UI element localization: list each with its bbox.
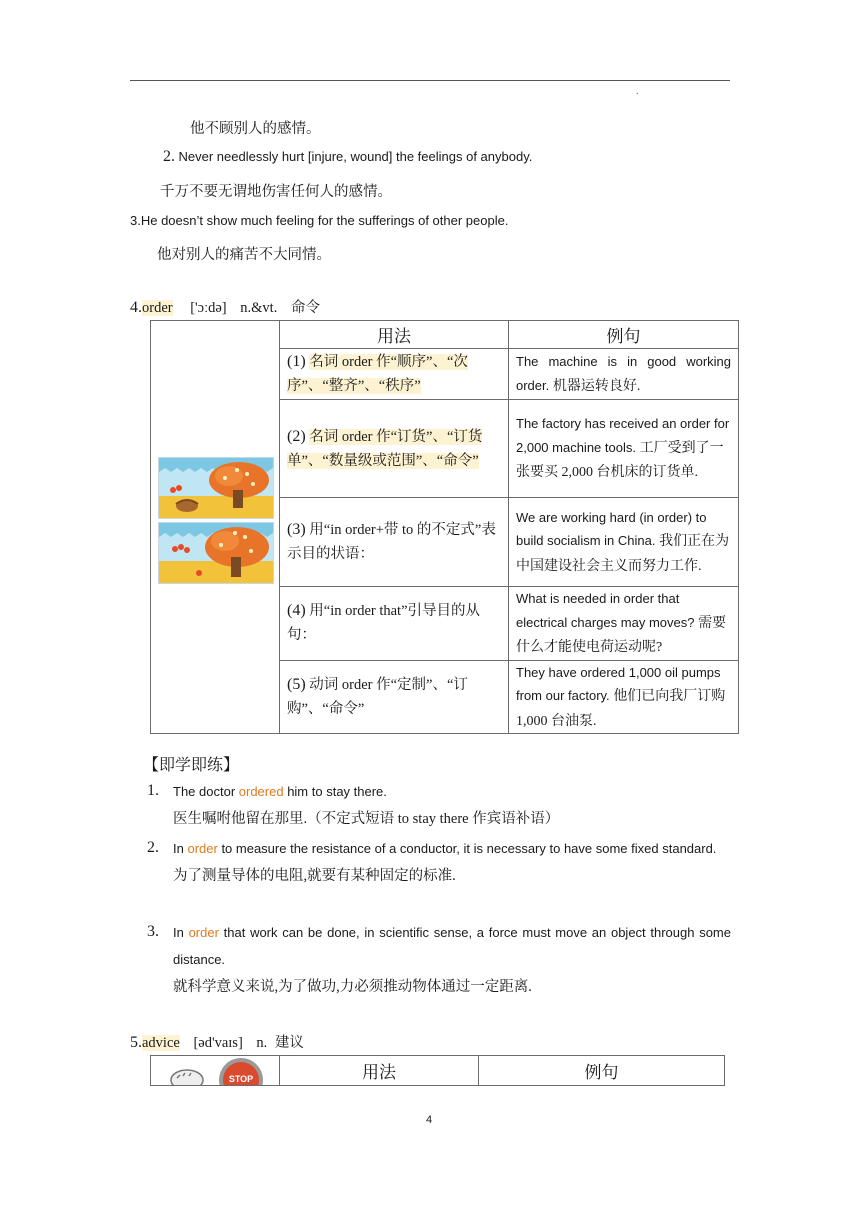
- advice-word: advice: [142, 1035, 180, 1051]
- practice-keyword-3: order: [188, 925, 219, 940]
- example-zh-3: 他对别人的痛苦不大同情。: [157, 247, 331, 263]
- advice-phonetic: [əd'vaɪs]: [193, 1035, 243, 1051]
- advice-head-example: 例句: [479, 1056, 725, 1086]
- order-number: 4.: [130, 299, 142, 316]
- advice-usage-table: [150, 1055, 725, 1086]
- tree-illustration-2: [158, 522, 274, 584]
- page-number: 4: [426, 1114, 433, 1126]
- example-2-number: 2.: [163, 148, 175, 165]
- example-2-en: Never needlessly hurt [injure, wound] the feelings of anybody.: [178, 149, 533, 164]
- practice-title: 【即学即练】: [143, 757, 240, 774]
- order-example-2: The factory has received an order for 2,000 machine tools. 工厂受到了一张要买 2,000 台机床的订货单.: [509, 400, 739, 498]
- order-example-3: We are working hard (in order) to build socialism in China. 我们正在为中国建设社会主义而努力工作.: [509, 498, 739, 587]
- advice-meaning: 建议: [274, 1035, 304, 1051]
- order-example-4: What is needed in order that electrical charges may moves? 需要什么才能使电荷运动呢?: [509, 587, 739, 661]
- order-usage-5: (5) 动词 order 作“定制”、“订购”、“命令”: [280, 660, 509, 734]
- order-usage-4: (4) 用“in order that”引导目的从句：: [280, 587, 509, 661]
- header-rule: [130, 80, 730, 81]
- order-heading: [130, 296, 320, 317]
- advice-number: 5.: [130, 1034, 142, 1051]
- order-head-usage: 用法: [280, 321, 509, 349]
- practice-number-1: 1.: [147, 782, 159, 799]
- tree-illustration-1: [158, 457, 274, 519]
- practice-translation-2: 为了测量导体的电阻,就要有某种固定的标准.: [173, 868, 456, 884]
- stop-sign-text: STOP: [228, 1074, 254, 1084]
- example-zh-2: 千万不要无谓地伤害任何人的感情。: [160, 184, 392, 200]
- practice-item-1: [147, 782, 732, 832]
- example-3-en: 3.He doesn’t show much feeling for the sufferings of other people.: [130, 213, 509, 228]
- practice-item-2: [147, 839, 732, 917]
- practice-translation-1: 医生嘱咐他留在那里.（不定式短语 to stay there 作宾语补语）: [173, 811, 560, 827]
- order-usage-1: (1) 名词 order 作“顺序”、“次序”、“整齐”、“秩序”: [280, 349, 509, 400]
- order-usage-3: (3) 用“in order+带 to 的不定式”表示目的状语：: [280, 498, 509, 587]
- practice-text-3: In order that work can be done, in scientific sense, a force must move an object through some distance. 就科学意义来说,为了做功,力必须推动物体通过一定距离.: [173, 925, 731, 995]
- advice-pos: n.: [256, 1035, 268, 1051]
- practice-text-1: The doctor ordered him to stay there. 医生嘱咐他留在那里.（不定式短语 to stay there 作宾语补语）: [173, 784, 560, 827]
- order-example-5: They have ordered 1,000 oil pumps from our factory. 他们已向我厂订购 1,000 台油泵.: [509, 660, 739, 734]
- order-word: order: [142, 300, 173, 316]
- order-meaning: 命令: [290, 300, 320, 316]
- practice-keyword-2: order: [187, 841, 218, 856]
- advice-picture-cell: [151, 1056, 280, 1086]
- practice-text-2: In order to measure the resistance of a conductor, it is necessary to have some fixed standard. 为了测量导体的电阻,就要有某种固定的标准.: [173, 841, 717, 884]
- advice-heading: [130, 1031, 304, 1052]
- header-dot: .: [636, 86, 639, 97]
- stop-sign-illustration: [151, 1056, 280, 1085]
- practice-item-3: [147, 923, 732, 1003]
- practice-number-2: 2.: [147, 839, 159, 856]
- practice-keyword-1: ordered: [238, 784, 284, 799]
- practice-number-3: 3.: [147, 923, 159, 940]
- order-usage-2: (2) 名词 order 作“订货”、“订货单”、“数量级或范围”、“命令”: [280, 400, 509, 498]
- order-example-1: The machine is in good working order. 机器运转良好.: [509, 349, 739, 400]
- order-pos: n.&vt.: [240, 300, 278, 316]
- advice-head-usage: 用法: [280, 1056, 479, 1086]
- practice-translation-3: 就科学意义来说,为了做功,力必须推动物体通过一定距离.: [173, 979, 532, 995]
- order-phonetic: ['ɔːdə]: [190, 300, 227, 316]
- example-zh-1: 他不顾别人的感情。: [190, 121, 321, 137]
- order-head-example: 例句: [509, 321, 739, 349]
- example-2: [163, 148, 532, 166]
